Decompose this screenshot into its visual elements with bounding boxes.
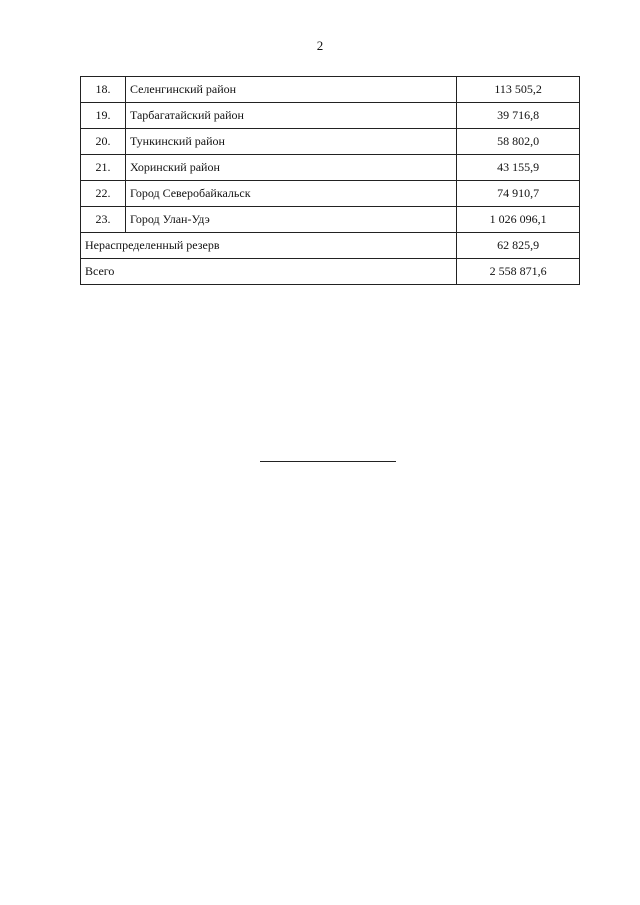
end-separator-line [260, 461, 396, 462]
row-number: 18. [81, 77, 126, 103]
row-name: Тарбагатайский район [125, 103, 456, 129]
table-row [81, 155, 580, 181]
row-number: 19. [81, 103, 126, 129]
row-number: 21. [81, 155, 126, 181]
total-label: Всего [81, 259, 457, 285]
row-name: Город Улан-Удэ [125, 207, 456, 233]
total-value: 2 558 871,6 [457, 259, 580, 285]
reserve-row [81, 233, 580, 259]
table-row [81, 103, 580, 129]
row-value: 113 505,2 [457, 77, 580, 103]
reserve-label: Нераспределенный резерв [81, 233, 457, 259]
allocation-table [80, 76, 580, 285]
row-name: Селенгинский район [125, 77, 456, 103]
row-name: Город Северобайкальск [125, 181, 456, 207]
table-row [81, 207, 580, 233]
row-number: 22. [81, 181, 126, 207]
row-name: Тункинский район [125, 129, 456, 155]
row-value: 58 802,0 [457, 129, 580, 155]
row-value: 74 910,7 [457, 181, 580, 207]
table-row [81, 181, 580, 207]
row-number: 23. [81, 207, 126, 233]
row-name: Хоринский район [125, 155, 456, 181]
row-value: 1 026 096,1 [457, 207, 580, 233]
table-row [81, 129, 580, 155]
page-number: 2 [316, 38, 324, 53]
table-row [81, 77, 580, 103]
row-value: 39 716,8 [457, 103, 580, 129]
total-row [81, 259, 580, 285]
row-number: 20. [81, 129, 126, 155]
reserve-value: 62 825,9 [457, 233, 580, 259]
row-value: 43 155,9 [457, 155, 580, 181]
